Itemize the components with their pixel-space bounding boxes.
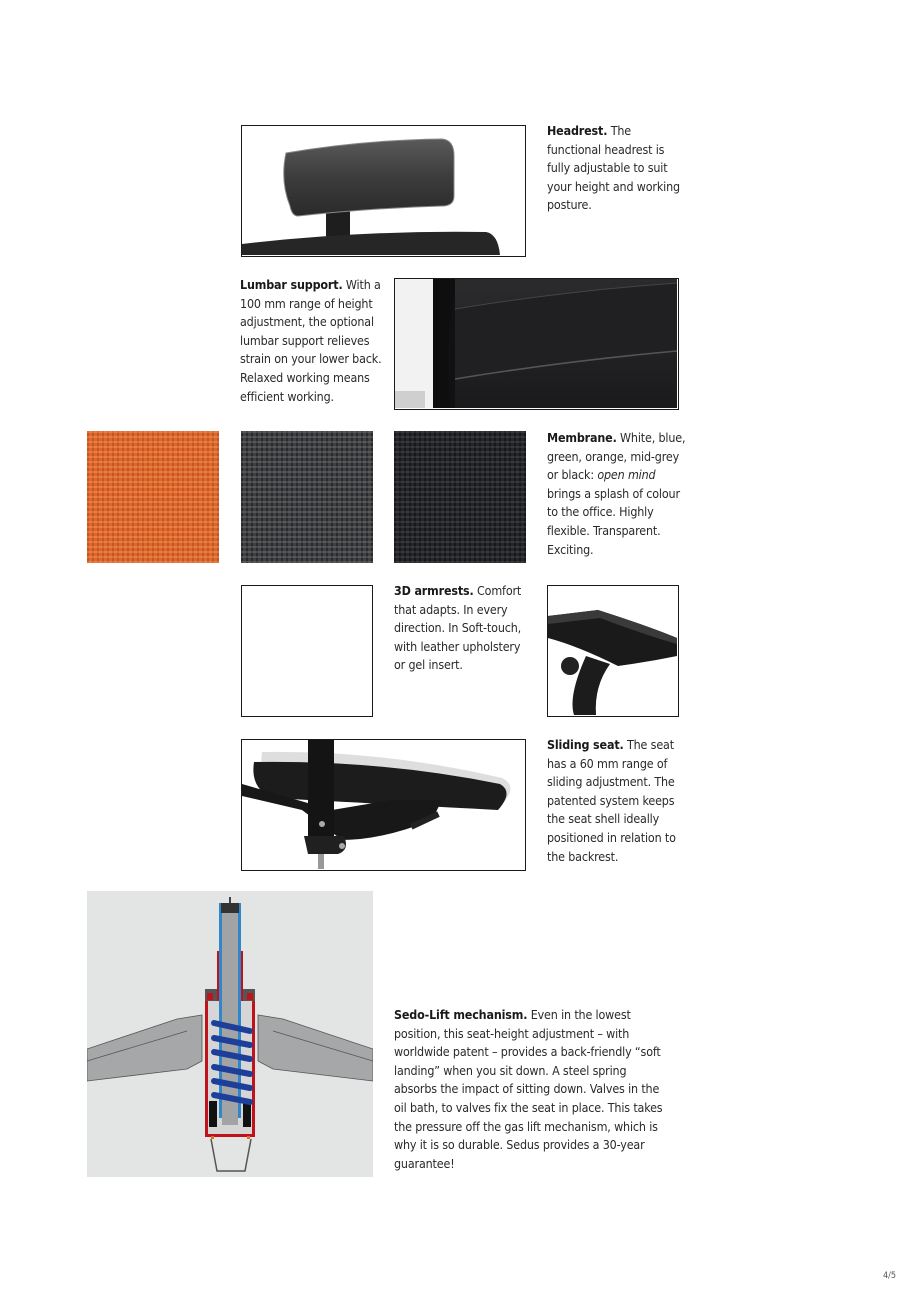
armrest-image [547,585,679,717]
armrests-description [394,582,534,675]
headrest-illustration [242,126,524,255]
sedo-lift-title: Sedo-Lift mechanism. [394,1007,528,1022]
armrest-illustration [548,586,677,715]
armrests-title: 3D armrests. [394,583,474,598]
membrane-product-name: open mind [597,467,656,483]
membrane-body-pre: White, blue, green, orange, mid-grey or black: [547,430,686,483]
swatch-orange [87,431,219,563]
membrane-title: Membrane. [547,430,617,445]
sliding-seat-title: Sliding seat. [547,737,624,752]
sedo-lift-description [394,1006,664,1173]
sliding-seat-illustration [242,740,524,869]
sliding-seat-description [547,736,687,866]
headrest-title: Headrest. [547,123,608,138]
sedo-lift-cross-section [87,891,373,1177]
lumbar-support-image [394,278,679,410]
lumbar-illustration [395,279,677,408]
armrests-body: Comfort that adapts. In every direction. In Soft-touch, with leather upholstery or gel insert. [394,583,522,673]
sedo-lift-body: Even in the lowest position, this seat-height adjustment – with worldwide patent – provides a back-friendly “soft landing” when you sit down. A steel spring absorbs the impact of sitting down. Valves in the oil bath, to valves fix the seat in place. This takes the pressure off the gas lift mechanism, which is why it is so durable. Sedus provides a 30-year guarantee! [394,1007,663,1171]
headrest-description [547,122,687,215]
lumbar-title: Lumbar support. [240,277,343,292]
page-number: 4/5 [883,1271,897,1281]
headrest-image [241,125,526,257]
sliding-seat-image [241,739,526,871]
swatch-black [394,431,526,563]
membrane-body-post: brings a splash of colour to the office. Highly flexible. Transparent. Exciting. [547,485,680,557]
armrest-empty-frame [241,585,373,717]
swatch-mid-grey [241,431,373,563]
headrest-body: The functional headrest is fully adjustable to suit your height and working posture. [547,123,680,213]
sliding-seat-body: The seat has a 60 mm range of sliding adjustment. The patented system keeps the seat shell ideally positioned in relation to the backrest. [547,737,676,864]
lumbar-body: With a 100 mm range of height adjustment, the optional lumbar support relieves strain on your lower back. Relaxed working means efficient working. [240,277,382,404]
lumbar-description [240,276,390,406]
sedo-lift-diagram [87,891,373,1177]
membrane-description [547,429,687,559]
